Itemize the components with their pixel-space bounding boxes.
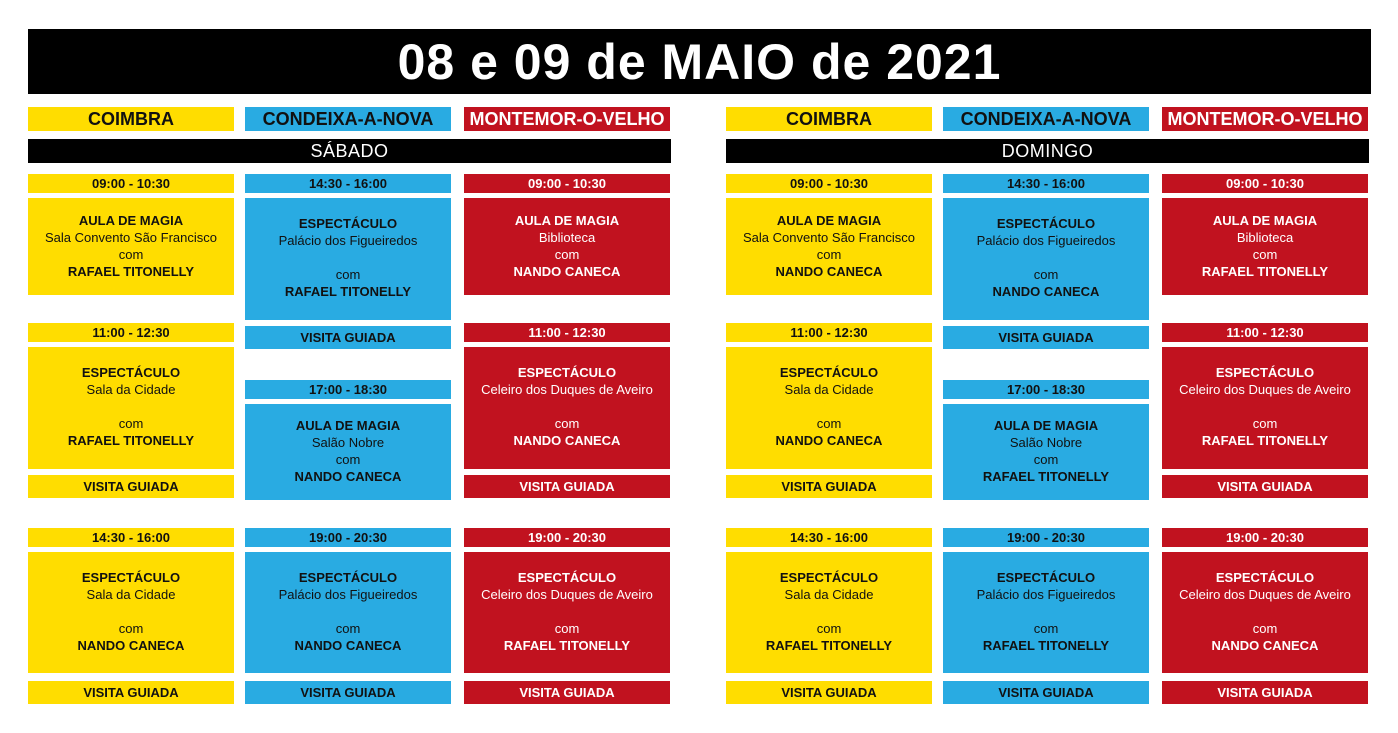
event-card	[28, 552, 234, 673]
time-slot: 09:00 - 10:30	[464, 174, 670, 193]
guided-visit-label: VISITA GUIADA	[28, 681, 234, 704]
event-card	[28, 198, 234, 295]
with-label: com	[118, 247, 144, 262]
with-label: com	[1033, 267, 1059, 282]
time-slot: 17:00 - 18:30	[245, 380, 451, 399]
guided-visit-label: VISITA GUIADA	[943, 681, 1149, 704]
event-card	[28, 347, 234, 469]
venue-name: Sala da Cidade	[784, 587, 874, 602]
with-label: com	[335, 452, 361, 467]
guided-visit-label: VISITA GUIADA	[245, 326, 451, 349]
activity-name: ESPECTÁCULO	[517, 365, 617, 380]
venue-name: Sala da Cidade	[86, 587, 176, 602]
venue-name: Sala da Cidade	[784, 382, 874, 397]
with-label: com	[554, 247, 580, 262]
time-slot: 14:30 - 16:00	[726, 528, 932, 547]
venue-name: Biblioteca	[538, 230, 596, 245]
day-header-saturday: SÁBADO	[28, 139, 671, 163]
artist-name: NANDO CANECA	[294, 469, 402, 484]
artist-name: NANDO CANECA	[513, 264, 621, 279]
time-slot: 17:00 - 18:30	[943, 380, 1149, 399]
with-label: com	[335, 621, 361, 636]
town-header-montemor: MONTEMOR-O-VELHO	[1162, 107, 1368, 131]
page-title: 08 e 09 de MAIO de 2021	[28, 29, 1371, 94]
activity-name: AULA DE MAGIA	[78, 213, 184, 228]
town-header-coimbra: COIMBRA	[726, 107, 932, 131]
venue-name: Celeiro dos Duques de Aveiro	[481, 587, 653, 602]
venue-name: Celeiro dos Duques de Aveiro	[1179, 382, 1351, 397]
artist-name: RAFAEL TITONELLY	[67, 264, 195, 279]
time-slot: 11:00 - 12:30	[726, 323, 932, 342]
artist-name: RAFAEL TITONELLY	[67, 433, 195, 448]
event-card	[1162, 198, 1368, 295]
event-card	[464, 552, 670, 673]
artist-name: NANDO CANECA	[775, 433, 883, 448]
activity-name: AULA DE MAGIA	[993, 418, 1099, 433]
guided-visit-label: VISITA GUIADA	[726, 475, 932, 498]
event-card	[1162, 552, 1368, 673]
time-slot: 11:00 - 12:30	[464, 323, 670, 342]
time-slot: 19:00 - 20:30	[464, 528, 670, 547]
activity-name: AULA DE MAGIA	[1212, 213, 1318, 228]
time-slot: 11:00 - 12:30	[1162, 323, 1368, 342]
guided-visit-label: VISITA GUIADA	[28, 475, 234, 498]
activity-name: ESPECTÁCULO	[81, 365, 181, 380]
venue-name: Salão Nobre	[311, 435, 385, 450]
time-slot: 09:00 - 10:30	[1162, 174, 1368, 193]
with-label: com	[1252, 247, 1278, 262]
venue-name: Celeiro dos Duques de Aveiro	[481, 382, 653, 397]
activity-name: ESPECTÁCULO	[996, 570, 1096, 585]
activity-name: ESPECTÁCULO	[298, 570, 398, 585]
event-card	[943, 404, 1149, 500]
time-slot: 14:30 - 16:00	[28, 528, 234, 547]
with-label: com	[1252, 621, 1278, 636]
event-card	[1162, 347, 1368, 469]
with-label: com	[1252, 416, 1278, 431]
event-card	[245, 552, 451, 673]
event-card	[245, 198, 451, 320]
artist-name: RAFAEL TITONELLY	[982, 638, 1110, 653]
venue-name: Palácio dos Figueiredos	[278, 587, 418, 602]
event-card	[726, 347, 932, 469]
venue-name: Palácio dos Figueiredos	[976, 233, 1116, 248]
artist-name: NANDO CANECA	[1211, 638, 1319, 653]
town-header-condeixa: CONDEIXA-A-NOVA	[245, 107, 451, 131]
town-header-montemor: MONTEMOR-O-VELHO	[464, 107, 670, 131]
activity-name: ESPECTÁCULO	[298, 216, 398, 231]
event-card	[726, 198, 932, 295]
venue-name: Celeiro dos Duques de Aveiro	[1179, 587, 1351, 602]
with-label: com	[1033, 452, 1059, 467]
artist-name: NANDO CANECA	[992, 284, 1100, 299]
event-card	[943, 552, 1149, 673]
venue-name: Sala Convento São Francisco	[45, 230, 217, 245]
artist-name: NANDO CANECA	[513, 433, 621, 448]
guided-visit-label: VISITA GUIADA	[726, 681, 932, 704]
guided-visit-label: VISITA GUIADA	[245, 681, 451, 704]
time-slot: 19:00 - 20:30	[1162, 528, 1368, 547]
with-label: com	[816, 621, 842, 636]
activity-name: AULA DE MAGIA	[776, 213, 882, 228]
with-label: com	[816, 416, 842, 431]
activity-name: ESPECTÁCULO	[779, 570, 879, 585]
event-card	[464, 198, 670, 295]
venue-name: Sala da Cidade	[86, 382, 176, 397]
with-label: com	[118, 416, 144, 431]
time-slot: 11:00 - 12:30	[28, 323, 234, 342]
activity-name: ESPECTÁCULO	[996, 216, 1096, 231]
with-label: com	[554, 621, 580, 636]
event-card	[943, 198, 1149, 320]
event-card	[464, 347, 670, 469]
guided-visit-label: VISITA GUIADA	[1162, 681, 1368, 704]
artist-name: RAFAEL TITONELLY	[1201, 264, 1329, 279]
with-label: com	[335, 267, 361, 282]
artist-name: RAFAEL TITONELLY	[1201, 433, 1329, 448]
activity-name: ESPECTÁCULO	[81, 570, 181, 585]
guided-visit-label: VISITA GUIADA	[464, 475, 670, 498]
activity-name: AULA DE MAGIA	[295, 418, 401, 433]
artist-name: NANDO CANECA	[294, 638, 402, 653]
venue-name: Palácio dos Figueiredos	[278, 233, 418, 248]
time-slot: 19:00 - 20:30	[245, 528, 451, 547]
guided-visit-label: VISITA GUIADA	[1162, 475, 1368, 498]
venue-name: Biblioteca	[1236, 230, 1294, 245]
artist-name: RAFAEL TITONELLY	[284, 284, 412, 299]
activity-name: ESPECTÁCULO	[517, 570, 617, 585]
time-slot: 14:30 - 16:00	[245, 174, 451, 193]
activity-name: AULA DE MAGIA	[514, 213, 620, 228]
artist-name: RAFAEL TITONELLY	[982, 469, 1110, 484]
venue-name: Salão Nobre	[1009, 435, 1083, 450]
venue-name: Sala Convento São Francisco	[743, 230, 915, 245]
time-slot: 19:00 - 20:30	[943, 528, 1149, 547]
activity-name: ESPECTÁCULO	[1215, 365, 1315, 380]
time-slot: 09:00 - 10:30	[28, 174, 234, 193]
town-header-coimbra: COIMBRA	[28, 107, 234, 131]
activity-name: ESPECTÁCULO	[1215, 570, 1315, 585]
artist-name: NANDO CANECA	[77, 638, 185, 653]
event-card	[726, 552, 932, 673]
with-label: com	[554, 416, 580, 431]
venue-name: Palácio dos Figueiredos	[976, 587, 1116, 602]
guided-visit-label: VISITA GUIADA	[464, 681, 670, 704]
time-slot: 09:00 - 10:30	[726, 174, 932, 193]
guided-visit-label: VISITA GUIADA	[943, 326, 1149, 349]
with-label: com	[1033, 621, 1059, 636]
activity-name: ESPECTÁCULO	[779, 365, 879, 380]
artist-name: NANDO CANECA	[775, 264, 883, 279]
artist-name: RAFAEL TITONELLY	[503, 638, 631, 653]
event-card	[245, 404, 451, 500]
town-header-condeixa: CONDEIXA-A-NOVA	[943, 107, 1149, 131]
time-slot: 14:30 - 16:00	[943, 174, 1149, 193]
with-label: com	[118, 621, 144, 636]
day-header-sunday: DOMINGO	[726, 139, 1369, 163]
artist-name: RAFAEL TITONELLY	[765, 638, 893, 653]
with-label: com	[816, 247, 842, 262]
